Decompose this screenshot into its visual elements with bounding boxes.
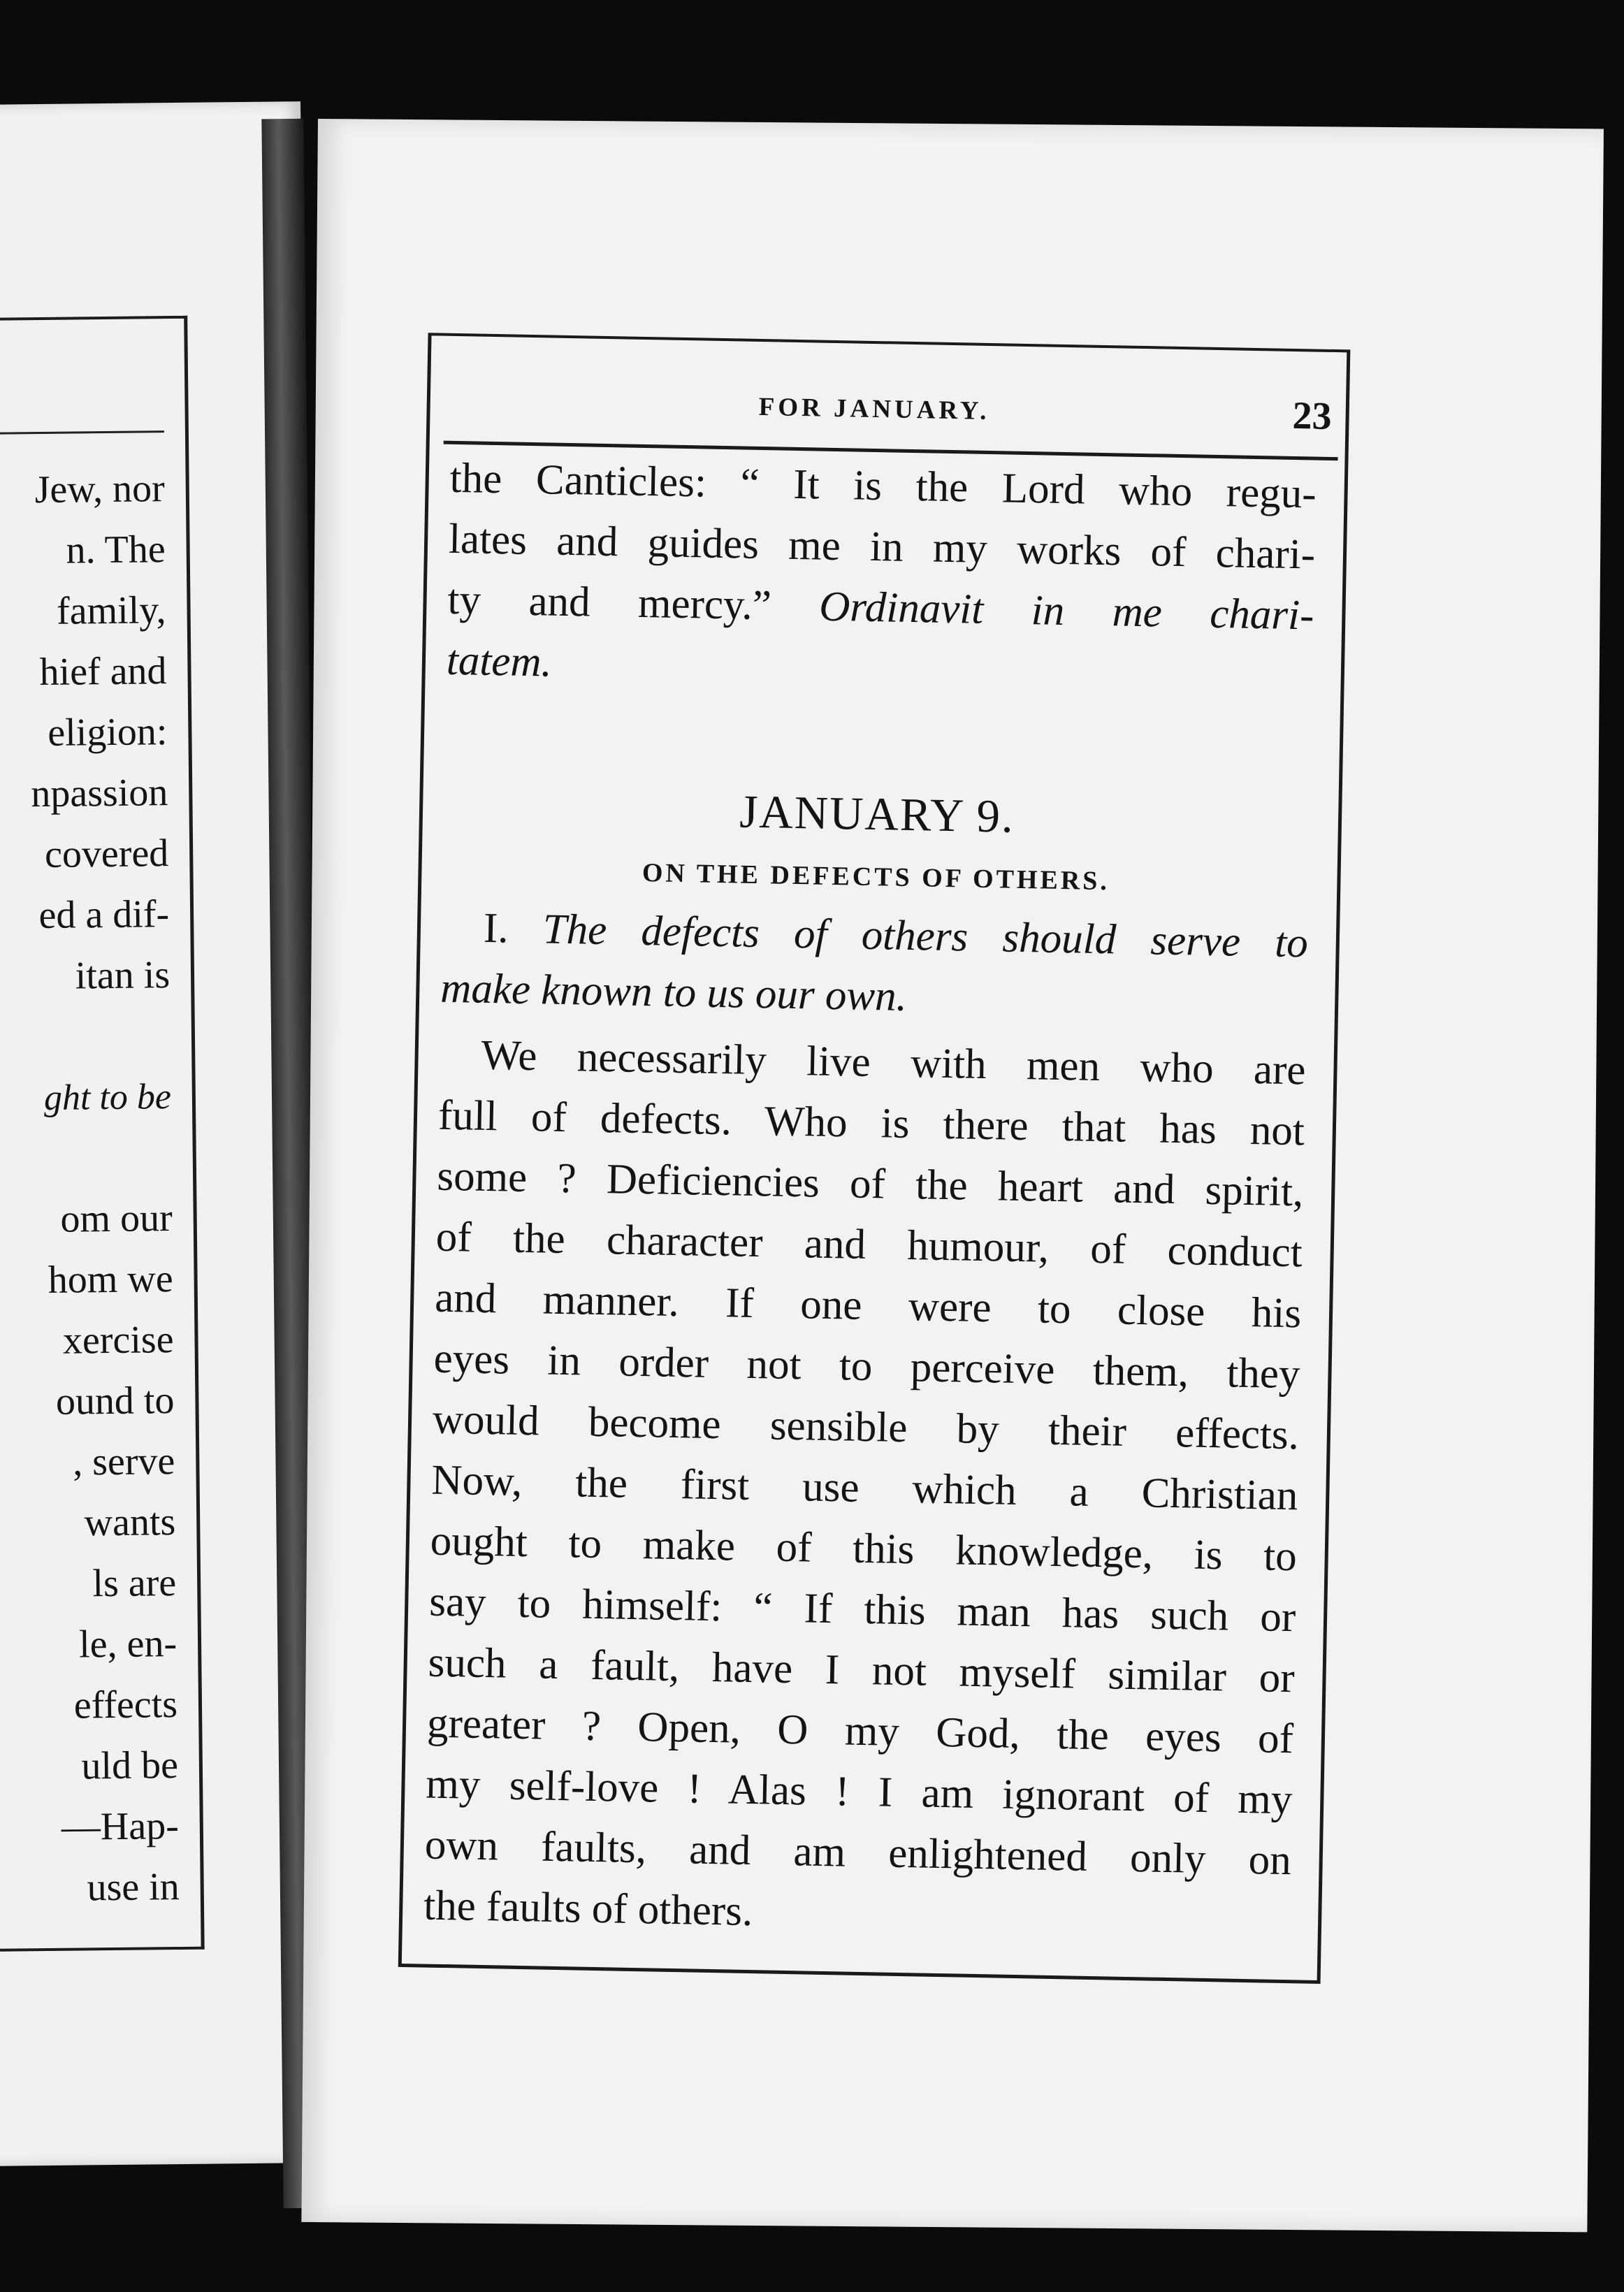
paragraph-line: and manner. If one were to close his: [434, 1274, 1302, 1337]
left-line: om our: [60, 1196, 173, 1241]
section-subheading: ON THE DEFECTS OF OTHERS.: [641, 857, 1110, 897]
running-head-title: FOR JANUARY.: [758, 392, 990, 426]
paragraph-line: the faults of others.: [423, 1882, 753, 1936]
left-line: ls are: [92, 1561, 177, 1606]
left-line: , serve: [72, 1439, 175, 1484]
left-line: hom we: [48, 1257, 173, 1302]
paragraph-line: such a fault, have I not myself similar or: [428, 1639, 1296, 1702]
page-body: [423, 448, 1317, 1952]
left-line: effects: [73, 1683, 178, 1727]
page-text-frame: [398, 333, 1351, 1984]
paragraph-line: Now, the first use which a Christian: [430, 1456, 1298, 1520]
text-roman: ty and mercy.”: [447, 576, 820, 630]
running-head: [430, 377, 1346, 450]
left-line: uld be: [81, 1743, 179, 1788]
left-line: hief and: [39, 649, 167, 695]
text-line: the Canticles: “ It is the Lord who regu-: [449, 454, 1317, 518]
point-title-cont: make known to us our own.: [440, 964, 908, 1020]
point-number: I.: [483, 904, 544, 953]
left-line: [0, 1006, 171, 1068]
left-line: [0, 1127, 172, 1190]
left-line: wants: [84, 1500, 176, 1545]
left-line: ound to: [55, 1379, 175, 1423]
left-line: covered: [44, 832, 169, 876]
paragraph-line: ought to make of this knowledge, is to: [430, 1517, 1298, 1581]
left-line: npassion: [31, 771, 168, 816]
left-line: —Hap-: [61, 1804, 180, 1849]
paragraph-line: greater ? Open, O my God, the eyes of: [426, 1699, 1294, 1763]
left-line: family,: [56, 588, 166, 633]
paragraph-line: say to himself: “ If this man has such or: [428, 1578, 1296, 1641]
paragraph-line: some ? Deficiencies of the heart and spirit,: [436, 1152, 1304, 1216]
left-line: use in: [87, 1865, 180, 1910]
latin-quote: Ordinavit in me chari-: [818, 583, 1315, 639]
left-line: n. The: [66, 528, 166, 572]
right-page: [301, 119, 1604, 2232]
left-line: itan is: [75, 953, 171, 998]
left-line: xercise: [62, 1318, 174, 1363]
left-line: le, en-: [78, 1622, 177, 1667]
paragraph-line: of the character and humour, of conduct: [435, 1213, 1303, 1277]
paragraph-line: full of defects. Who is there that has not: [437, 1091, 1305, 1155]
paragraph-line: my self-love ! Alas ! I am ignorant of my: [425, 1760, 1293, 1824]
latin-quote-end: tatem.: [446, 637, 553, 686]
text-line: lates and guides me in my works of chari-: [448, 515, 1316, 579]
page-number: 23: [1292, 393, 1333, 438]
paragraph-line: would become sensible by their effects.: [432, 1395, 1300, 1459]
left-line: Jew, nor: [34, 467, 166, 512]
left-page-header-rule: [0, 430, 164, 435]
section-heading: JANUARY 9.: [739, 785, 1015, 843]
left-line: ght to be: [43, 1077, 172, 1118]
left-line: ed a dif-: [38, 892, 170, 938]
point-title: The defects of others should serve to: [542, 906, 1309, 967]
left-page-frame: [0, 316, 205, 1952]
left-line: eligion:: [48, 710, 168, 755]
paragraph-line: We necessarily live with men who are: [481, 1031, 1307, 1094]
paragraph-line: eyes in order not to perceive them, they: [433, 1335, 1301, 1398]
left-page-text: [0, 458, 180, 1920]
paragraph-line: own faults, and am enlightened only on: [424, 1821, 1292, 1885]
